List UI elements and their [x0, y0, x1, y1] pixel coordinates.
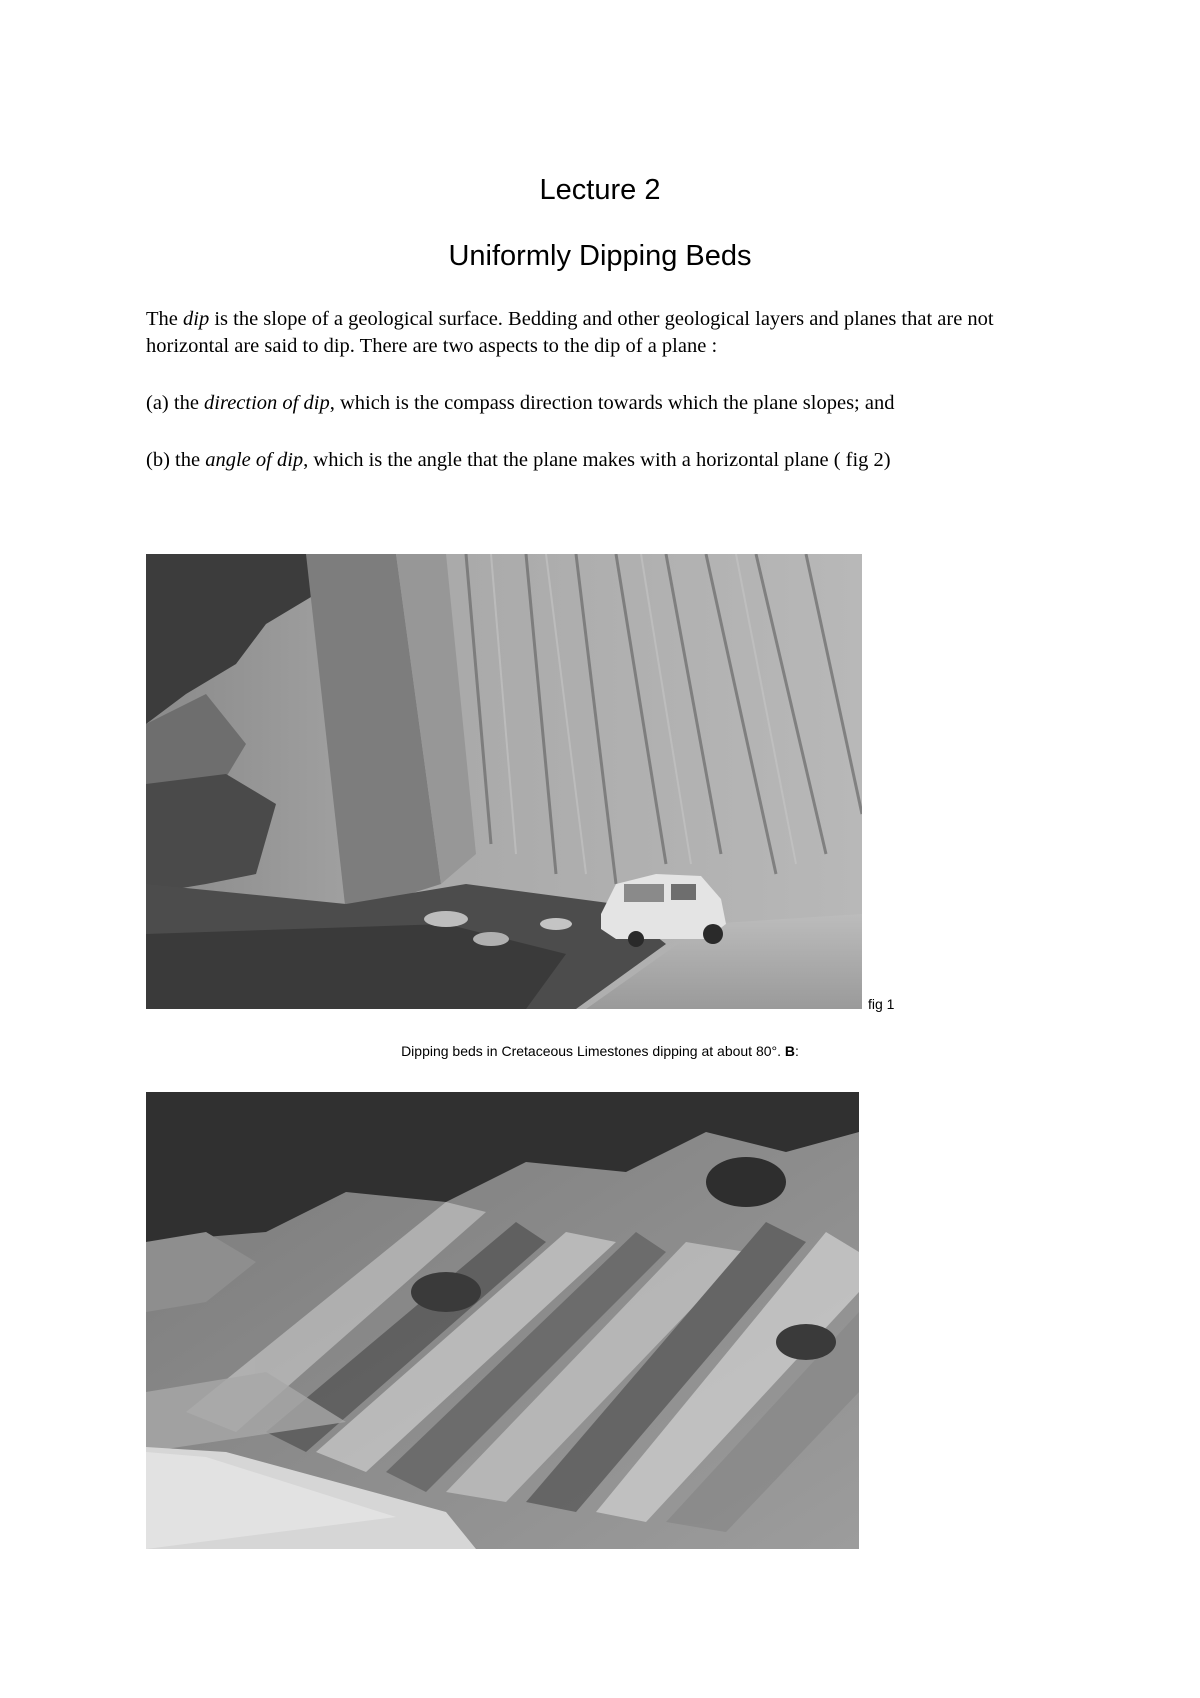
cliff-photo: [146, 554, 862, 1009]
intro-term-dip: dip: [183, 308, 210, 330]
car-shape: [601, 874, 726, 947]
item-b-term: angle of dip: [205, 449, 304, 471]
caption-text: Dipping beds in Cretaceous Limestones dipping at about 80°.: [401, 1043, 785, 1059]
tilted-beds-photo: [146, 1092, 859, 1549]
item-a-term: direction of dip: [204, 392, 330, 414]
item-a-lead: (a) the: [146, 392, 205, 414]
section-title: Uniformly Dipping Beds: [448, 240, 752, 272]
item-b-paragraph: [146, 447, 1066, 474]
figure-label: fig 1: [868, 996, 895, 1012]
caption-tail: :: [795, 1043, 799, 1059]
intro-rest: is the slope of a geological surface. Bedding and other geological layers and planes that are not horizontal are said to dip. There are two aspects to the dip of a plane :: [146, 308, 994, 357]
caption-bold: B: [784, 1043, 796, 1059]
item-a-paragraph: [146, 390, 1066, 417]
item-b-rest: , which is the angle that the plane makes with a horizontal plane ( fig 2): [303, 449, 891, 471]
lecture-title: Lecture 2: [539, 174, 661, 206]
item-b-lead: (b) the: [146, 449, 206, 471]
intro-lead: The: [146, 308, 183, 330]
intro-paragraph: [146, 306, 1066, 360]
figure-caption: [0, 1043, 1200, 1059]
item-a-rest: , which is the compass direction towards which the plane slopes; and: [329, 392, 895, 414]
